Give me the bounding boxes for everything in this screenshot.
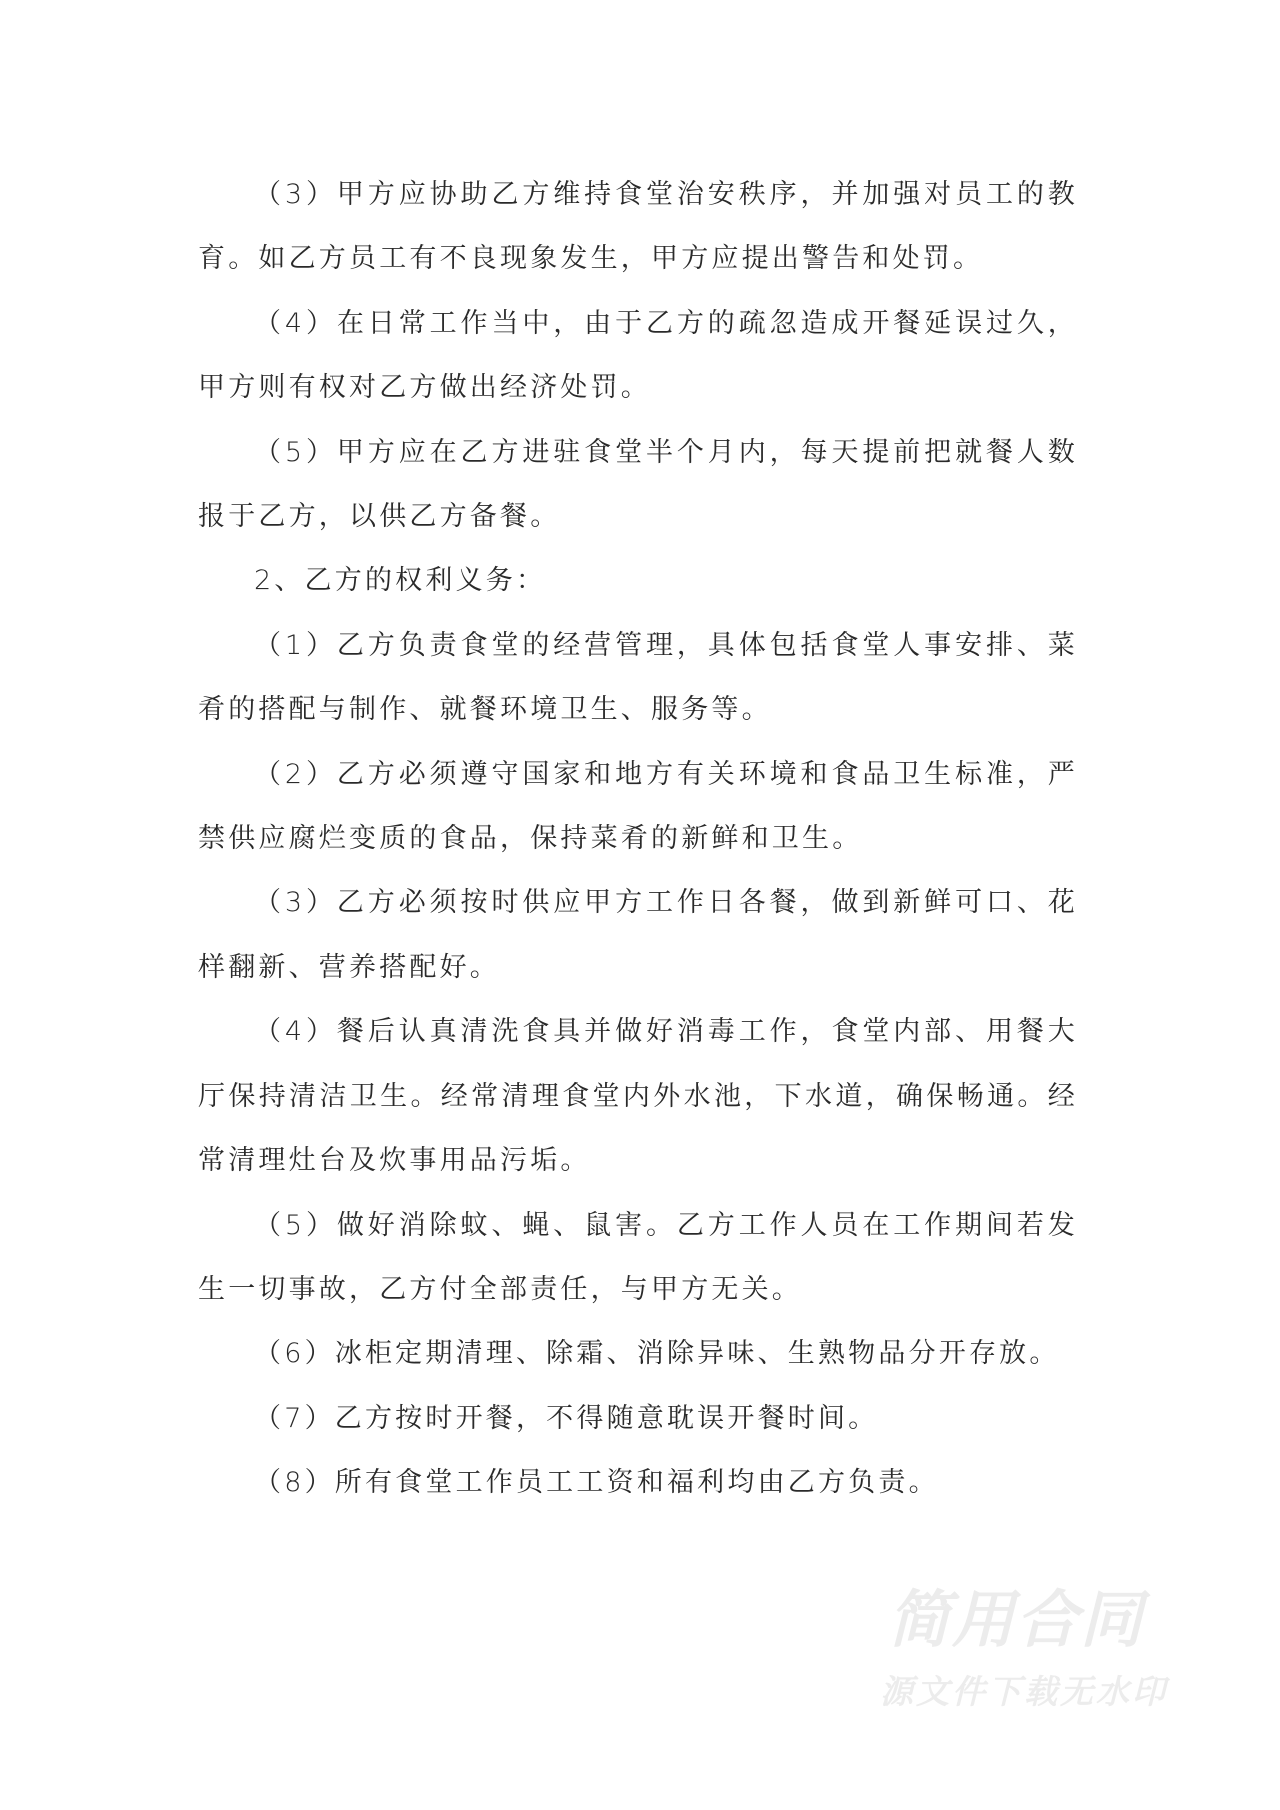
paragraph-party-a-clause-3: （3）甲方应协助乙方维持食堂治安秩序，并加强对员工的教育。如乙方员工有不良现象发生，甲方应提出警告和处罚。 (198, 179, 1078, 275)
paragraph-party-b-clause-6: （6）冰柜定期清理、除霜、消除异味、生熟物品分开存放。 (254, 1338, 1060, 1370)
section-heading-party-b-rights: 2、乙方的权利义务： (254, 565, 547, 597)
paragraph-party-a-clause-5: （5）甲方应在乙方进驻食堂半个月内，每天提前把就餐人数报于乙方，以供乙方备餐。 (198, 436, 1078, 533)
paragraph-party-a-clause-4: （4）在日常工作当中，由于乙方的疏忽造成开餐延误过久，甲方则有权对乙方做出经济处罚。 (198, 307, 1078, 404)
paragraph-party-b-clause-8: （8）所有食堂工作员工工资和福利均由乙方负责。 (254, 1467, 939, 1499)
watermark-subtitle: 源文件下载无水印 (880, 1672, 1168, 1711)
paragraph-party-b-clause-3: （3）乙方必须按时供应甲方工作日各餐，做到新鲜可口、花样翻新、营养搭配好。 (198, 887, 1078, 983)
document-body (198, 163, 1078, 1516)
paragraph-party-b-clause-4: （4）餐后认真清洗食具并做好消毒工作，食堂内部、用餐大厅保持清洁卫生。经常清理食堂内外水池，下水道，确保畅通。经常清理灶台及炊事用品污垢。 (198, 1016, 1078, 1177)
paragraph-party-b-clause-5: （5）做好消除蚊、蝇、鼠害。乙方工作人员在工作期间若发生一切事故，乙方付全部责任，与甲方无关。 (198, 1209, 1078, 1305)
watermark-title: 简用合同 (888, 1583, 1145, 1656)
paragraph-party-b-clause-2: （2）乙方必须遵守国家和地方有关环境和食品卫生标准，严禁供应腐烂变质的食品，保持菜肴的新鲜和卫生。 (198, 758, 1078, 855)
paragraph-party-b-clause-1: （1）乙方负责食堂的经营管理，具体包括食堂人事安排、菜肴的搭配与制作、就餐环境卫生、服务等。 (198, 629, 1078, 726)
watermark (880, 1585, 1200, 1715)
paragraph-party-b-clause-7: （7）乙方按时开餐，不得随意耽误开餐时间。 (254, 1402, 879, 1434)
